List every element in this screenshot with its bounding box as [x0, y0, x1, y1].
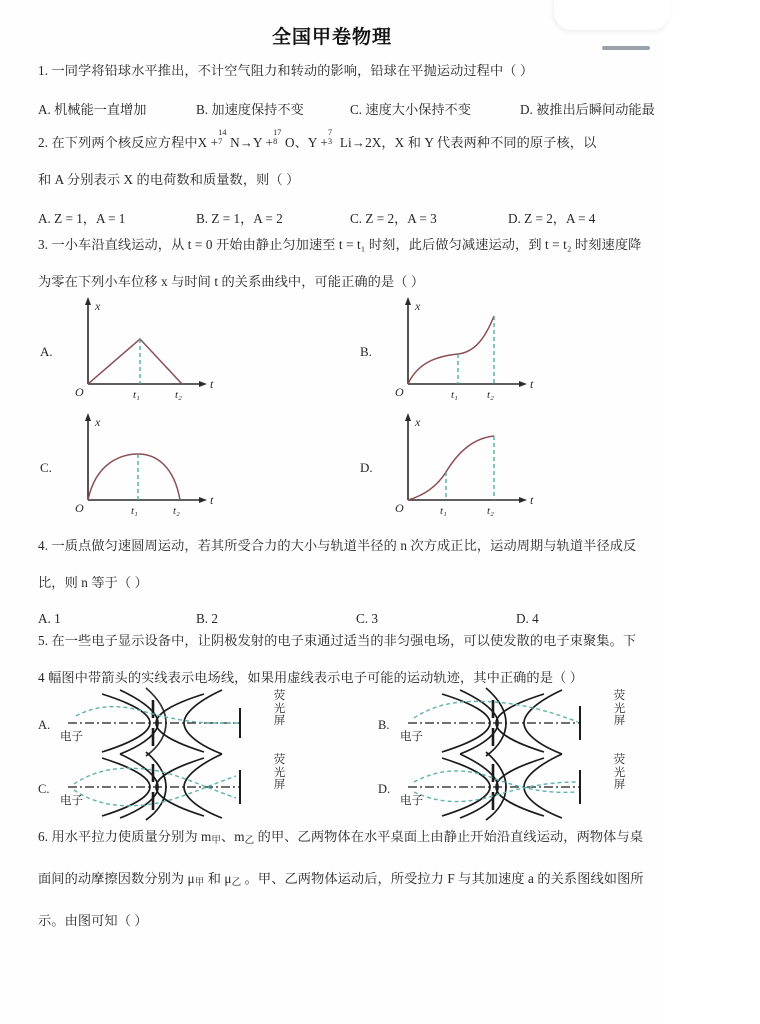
q5-figure-b-letter: B.	[378, 718, 390, 732]
svg-text:t₂: t₂	[487, 505, 494, 517]
question-2	[0, 127, 760, 228]
floating-panel[interactable]	[554, 0, 670, 30]
q6-stem-line1	[0, 828, 760, 850]
q5-figure-a	[38, 692, 288, 754]
q5-stem-line2: 4 幅图中带箭头的实线表示电场线，如果用虚线表示电子可能的运动轨迹，其中正确的是（ ）	[38, 670, 583, 685]
question-6	[0, 828, 760, 929]
question-1	[0, 62, 760, 119]
svg-text:t₂: t₂	[173, 505, 180, 517]
q6-line1-c: 的甲、乙两物体在水平桌面上由静止开始沿直线运动，两物体与桌	[254, 829, 644, 844]
q5-figure-b-electron-label: 电子	[400, 731, 423, 743]
q5-figure-b	[378, 692, 628, 754]
q6-line2-b: 和 μ	[204, 871, 232, 887]
svg-text:x: x	[95, 299, 101, 313]
q3-stem-line1: 3. 一小车沿直线运动，从 t = 0 开始由静止匀加速至 t = t₁ 时刻，此后做匀减速运动，到 t = t₂ 时刻速度降	[38, 237, 642, 252]
q5-figure-a-electron-label: 电子	[60, 731, 83, 743]
q1-option-a[interactable]: A. 机械能一直增加	[38, 102, 147, 117]
svg-text:t: t	[530, 493, 534, 507]
svg-text:t₂: t₂	[175, 389, 182, 401]
q2-nuclide-o: 17 8	[273, 127, 282, 146]
q5-figure-c-electron-label: 电子	[60, 795, 83, 807]
q5-stem-line1: 5. 在一些电子显示设备中，让阴极发射的电子束通过适当的非匀强电场，可以使发散的电子束聚集。下	[38, 633, 637, 648]
q6-line2-a: 面间的动摩擦因数分别为 μ	[38, 871, 195, 887]
q2-sym-o: O	[284, 135, 295, 151]
q2-eq2-result: 2X	[365, 135, 382, 151]
q1-option-b[interactable]: B. 加速度保持不变	[196, 102, 304, 117]
q4-stem-line2: 比，则 n 等于（ ）	[38, 575, 148, 590]
q3-graph-d-letter: D.	[360, 460, 373, 475]
q1-option-c[interactable]: C. 速度大小保持不变	[350, 102, 471, 117]
q3-graph-a-plot	[62, 292, 220, 401]
q5-figure-d-electron-label: 电子	[400, 795, 423, 807]
q1-options	[0, 99, 760, 119]
q3-graph-c	[40, 408, 220, 517]
q3-graph-d	[360, 408, 540, 517]
q5-figure-d	[378, 756, 628, 818]
svg-text:O: O	[395, 385, 404, 399]
svg-text:t: t	[210, 377, 214, 391]
q2-option-a[interactable]: A. Z = 1，A = 1	[38, 211, 126, 227]
q4-stem-line1: 4. 一质点做匀速圆周运动，若其所受合力的大小与轨道半径的 n 次方成正比，运动周期与轨道半径成反	[38, 538, 637, 553]
svg-text:O: O	[395, 501, 404, 515]
q5-figure-d-screen-label: 荧光屏	[613, 754, 626, 791]
question-3	[0, 236, 760, 290]
svg-text:t₁: t₁	[133, 389, 140, 401]
q1-stem: 1. 一同学将铅球水平推出，不计空气阻力和转动的影响，铅球在平抛运动过程中（ ）	[38, 63, 534, 78]
q2-eq1-arrow: →	[239, 135, 254, 151]
q5-figure-d-letter: D.	[378, 782, 391, 796]
q5-figure-c-screen-label: 荧光屏	[273, 754, 286, 791]
q2-option-b[interactable]: B. Z = 1，A = 2	[196, 211, 283, 227]
q6-line2-c: 。甲、乙两物体运动后，所受拉力 F 与其加速度 a 的关系图线如图所	[241, 871, 644, 887]
q2-nuclide-n: 14 7	[218, 127, 227, 146]
q2-eq2-y: Y +	[307, 135, 328, 151]
svg-text:t: t	[210, 493, 214, 507]
svg-text:x: x	[95, 415, 101, 429]
q3-graph-b	[360, 292, 540, 401]
page-title: 全国甲卷物理	[271, 27, 392, 48]
q3-graph-c-letter: C.	[40, 460, 52, 475]
q5-figure-a-plot	[54, 692, 270, 754]
q1-option-d[interactable]: D. 被推出后瞬间动能最	[520, 102, 655, 117]
q4-options	[0, 611, 760, 631]
q2-stem-line2: 和 A 分别表示 X 的电荷数和质量数，则（ ）	[38, 172, 300, 188]
svg-text:O: O	[75, 501, 84, 515]
q2-eq1-y: Y +	[253, 135, 274, 151]
svg-text:t₂: t₂	[487, 389, 494, 401]
q6-sub-jia-1: 甲	[211, 836, 222, 847]
q5-figure-a-letter: A.	[38, 718, 51, 732]
q3-graph-a-letter: A.	[40, 344, 53, 359]
svg-text:x: x	[415, 299, 421, 313]
q5-figure-b-plot	[394, 692, 610, 754]
q3-graph-b-plot	[382, 292, 540, 401]
q3-stem-line2: 为零在下列小车位移 x 与时间 t 的关系曲线中，可能正确的是（ ）	[38, 274, 425, 289]
q2-stem-prefix: 2. 在下列两个核反应方程中	[38, 135, 198, 151]
q5-figure-c	[38, 756, 288, 818]
q6-sub-yi-1: 乙	[244, 836, 255, 847]
svg-text:t₁: t₁	[131, 505, 138, 517]
q2-option-c[interactable]: C. Z = 2，A = 3	[350, 211, 437, 227]
question-5	[0, 632, 760, 686]
q6-line1-a: 6. 用水平拉力使质量分别为 m	[38, 829, 212, 844]
q6-sub-yi-2: 乙	[231, 878, 242, 889]
q2-eq-sep: 、	[294, 135, 308, 151]
q3-graph-a	[40, 292, 220, 401]
q5-figure-b-screen-label: 荧光屏	[613, 690, 626, 727]
q2-nuclide-li: 7 3	[327, 127, 333, 146]
svg-text:t₁: t₁	[440, 505, 447, 517]
q2-sym-n: N	[230, 135, 240, 151]
q6-line1-b: 、m	[221, 829, 245, 844]
q5-figure-c-plot	[54, 756, 270, 818]
q6-stem-line2	[0, 870, 760, 892]
q4-option-a[interactable]: A. 1	[38, 611, 61, 626]
q6-sub-jia-2: 甲	[194, 878, 205, 889]
q3-graph-c-plot	[62, 408, 220, 517]
q2-sym-li: Li	[339, 135, 352, 151]
question-4	[0, 537, 760, 631]
q2-options	[0, 208, 760, 228]
q2-stem-suffix: ，X 和 Y 代表两种不同的原子核，以	[381, 135, 597, 151]
drag-handle-icon[interactable]	[602, 46, 650, 50]
svg-text:x: x	[415, 415, 421, 429]
svg-text:O: O	[75, 385, 84, 399]
q3-graph-d-plot	[382, 408, 540, 517]
q4-option-d[interactable]: D. 4	[516, 611, 539, 626]
q6-stem-line3: 示。由图可知（ ）	[38, 913, 148, 929]
svg-text:t: t	[530, 377, 534, 391]
q2-eq2-arrow: →	[351, 135, 366, 151]
q3-graph-b-letter: B.	[360, 344, 372, 359]
q4-option-c[interactable]: C. 3	[356, 611, 378, 626]
q5-figure-c-letter: C.	[38, 782, 50, 796]
q2-eq1-x: X +	[197, 135, 219, 151]
svg-text:t₁: t₁	[451, 389, 458, 401]
q5-figure-d-plot	[394, 756, 610, 818]
q4-option-b[interactable]: B. 2	[196, 611, 218, 626]
q2-stem-line1	[0, 127, 760, 151]
q5-figure-a-screen-label: 荧光屏	[273, 690, 286, 727]
q2-option-d[interactable]: D. Z = 2，A = 4	[508, 211, 596, 227]
